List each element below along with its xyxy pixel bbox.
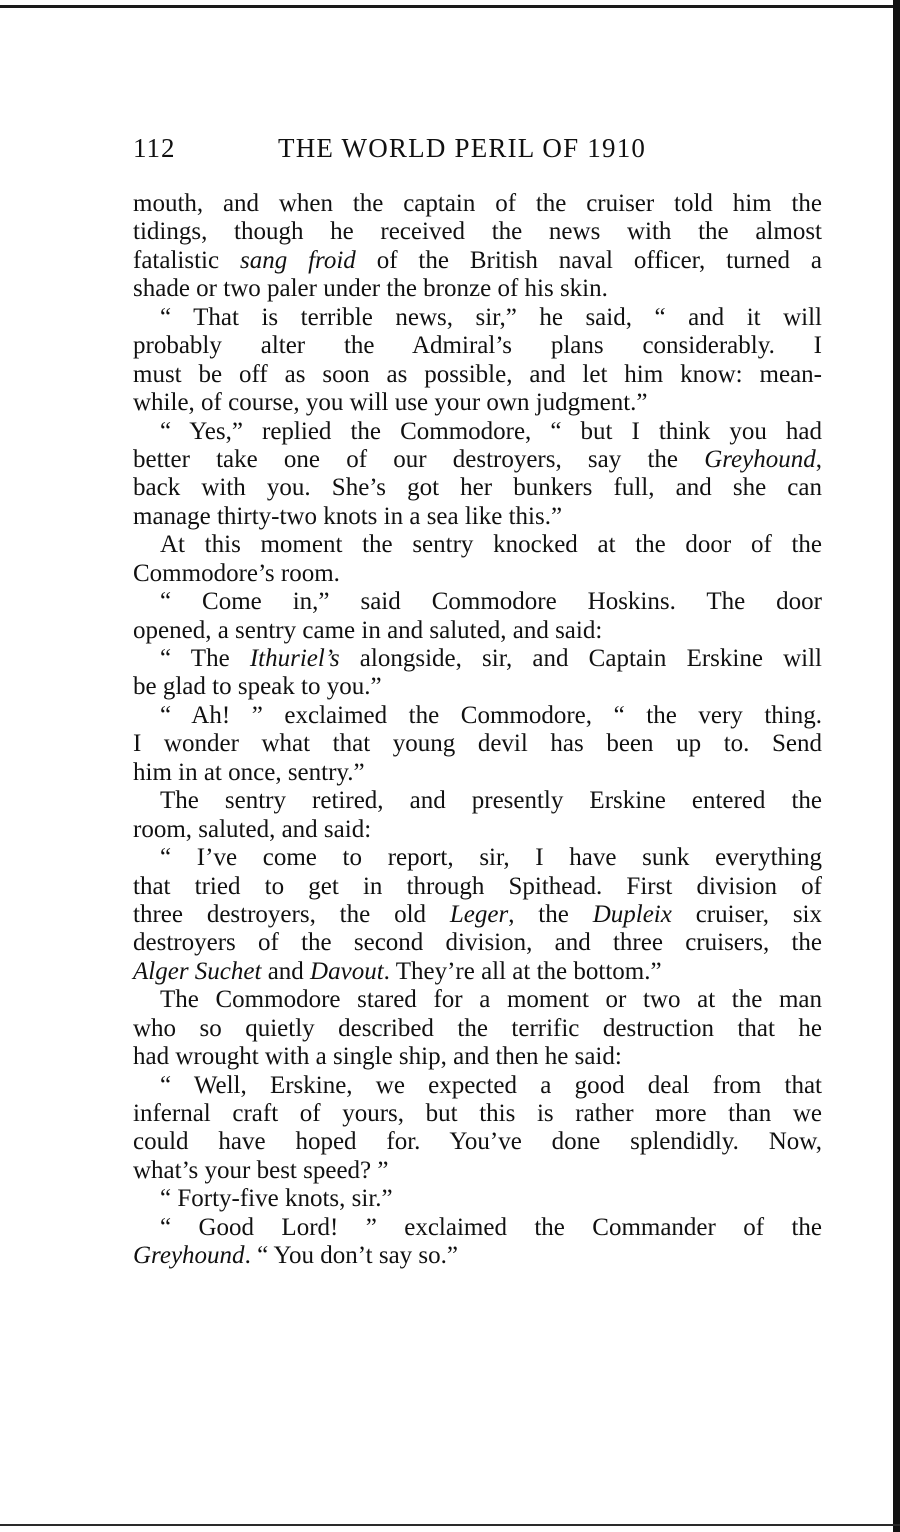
text-segment: “ Come in,” said Commodore Hoskins. The door xyxy=(160,588,822,616)
text-segment: opened, a sentry came in and saluted, and said: xyxy=(133,616,603,644)
italic-text: sang froid xyxy=(239,246,356,274)
text-line xyxy=(133,617,822,645)
text-line xyxy=(133,247,822,275)
text-line xyxy=(133,1157,822,1185)
text-line xyxy=(133,418,822,446)
text-segment: who so quietly described the terrific destruction that he xyxy=(133,1014,822,1042)
text-line xyxy=(133,1242,822,1270)
text-segment: of the British naval officer, turned a xyxy=(355,246,823,274)
text-segment: The Commodore stared for a moment or two at the man xyxy=(160,986,822,1014)
text-segment: “ That is terrible news, sir,” he said, “ and it will xyxy=(160,303,822,331)
text-line xyxy=(133,730,822,758)
text-segment: destroyers of the second division, and three cruisers, the xyxy=(133,929,822,957)
bottom-page-rule xyxy=(0,1524,900,1526)
text-segment: shade or two paler under the bronze of his skin. xyxy=(133,275,608,303)
text-segment: room, saluted, and said: xyxy=(133,815,372,843)
text-line xyxy=(133,503,822,531)
text-line xyxy=(133,588,822,616)
text-segment: . “ You don’t say so.” xyxy=(244,1242,459,1270)
italic-text: Greyhound xyxy=(133,1242,245,1270)
text-segment: that tried to get in through Spithead. First division of xyxy=(133,872,822,900)
text-segment: must be off as soon as possible, and let him know: mean- xyxy=(133,360,822,388)
text-segment: manage thirty-two knots in a sea like this.” xyxy=(133,502,563,530)
italic-text: Dupleix xyxy=(592,900,672,928)
text-line xyxy=(133,645,822,673)
text-segment: The sentry retired, and presently Erskine entered the xyxy=(160,787,822,815)
text-line xyxy=(133,929,822,957)
text-line xyxy=(133,389,822,417)
page-header xyxy=(133,133,688,169)
text-line xyxy=(133,1072,822,1100)
text-segment: I wonder what that young devil has been up to. Send xyxy=(133,730,822,758)
text-segment: Commodore’s room. xyxy=(133,559,340,587)
text-segment: better take one of our destroyers, say the xyxy=(133,445,705,473)
right-page-edge xyxy=(893,0,900,1532)
text-line xyxy=(133,702,822,730)
text-segment: cruiser, six xyxy=(671,900,822,928)
text-segment: “ The xyxy=(160,645,250,672)
text-line xyxy=(133,474,822,502)
text-segment: him in at once, sentry.” xyxy=(133,758,365,786)
text-line xyxy=(133,787,822,815)
italic-text: Davout xyxy=(310,957,384,985)
text-segment: At this moment the sentry knocked at the door of the xyxy=(160,531,822,559)
text-segment: back with you. She’s got her bunkers full, and she can xyxy=(133,474,822,502)
text-segment: while, of course, you will use your own judgment.” xyxy=(133,389,648,417)
text-segment: fatalistic xyxy=(133,246,240,274)
text-segment: infernal craft of yours, but this is rather more than we xyxy=(133,1100,822,1127)
text-line xyxy=(133,190,822,218)
text-line xyxy=(133,1043,822,1071)
body-text xyxy=(133,190,822,1271)
text-segment: alongside, sir, and Captain Erskine will xyxy=(339,645,822,672)
text-line xyxy=(133,446,822,474)
text-line xyxy=(133,673,822,701)
text-line xyxy=(133,816,822,844)
text-line xyxy=(133,218,822,246)
top-page-rule xyxy=(0,5,900,8)
text-segment: “ Ah! ” exclaimed the Commodore, “ the very thing. xyxy=(160,701,822,729)
text-segment: . They’re all at the bottom.” xyxy=(383,957,662,985)
text-segment: be glad to speak to you.” xyxy=(133,673,382,701)
text-segment: “ Forty-five knots, sir.” xyxy=(160,1185,393,1213)
text-line xyxy=(133,275,822,303)
text-segment: had wrought with a single ship, and then he said: xyxy=(133,1043,622,1071)
text-segment: mouth, and when the captain of the cruiser told him the xyxy=(133,190,822,217)
italic-text: Leger xyxy=(449,900,509,928)
italic-text: Ithuriel’s xyxy=(249,645,340,672)
text-line xyxy=(133,1015,822,1043)
text-line xyxy=(133,1214,822,1242)
text-segment: tidings, though he received the news with the almost xyxy=(133,218,822,246)
text-line xyxy=(133,844,822,872)
text-line xyxy=(133,759,822,787)
text-segment: , the xyxy=(508,900,593,928)
text-line xyxy=(133,531,822,559)
text-line xyxy=(133,901,822,929)
text-line xyxy=(133,958,822,986)
text-line xyxy=(133,361,822,389)
text-line xyxy=(133,1128,822,1156)
text-line xyxy=(133,304,822,332)
text-segment: and xyxy=(261,957,311,985)
text-segment: “ Yes,” replied the Commodore, “ but I think you had xyxy=(160,417,822,445)
text-line xyxy=(133,560,822,588)
text-segment: “ Well, Erskine, we expected a good deal from that xyxy=(160,1071,822,1099)
text-line xyxy=(133,332,822,360)
italic-text: Greyhound xyxy=(704,445,816,473)
text-segment: “ Good Lord! ” exclaimed the Commander of the xyxy=(160,1213,822,1241)
italic-text: Alger Suchet xyxy=(133,957,262,985)
text-segment: could have hoped for. You’ve done splendidly. Now, xyxy=(133,1128,822,1156)
text-segment: “ I’ve come to report, sir, I have sunk everything xyxy=(160,844,822,872)
text-segment: what’s your best speed? ” xyxy=(133,1156,389,1184)
text-line xyxy=(133,873,822,901)
page-number: 112 xyxy=(133,133,176,163)
text-segment: , xyxy=(815,445,822,473)
text-line xyxy=(133,1100,822,1128)
text-line xyxy=(133,986,822,1014)
text-segment: probably alter the Admiral’s plans considerably. I xyxy=(133,332,822,360)
text-line xyxy=(133,1185,822,1213)
running-title: THE WORLD PERIL OF 1910 xyxy=(278,133,647,163)
text-segment: three destroyers, the old xyxy=(133,900,450,928)
